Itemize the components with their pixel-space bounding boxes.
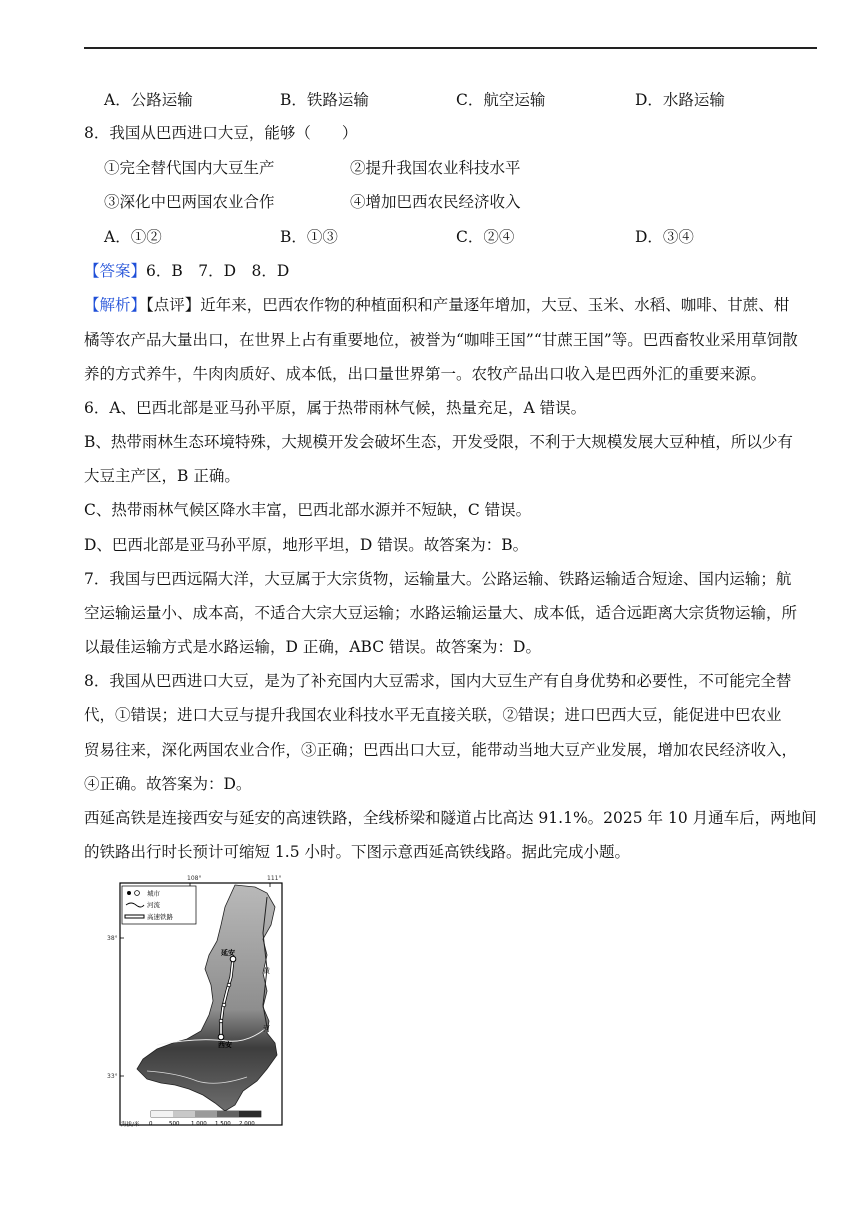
xiyan-railway-map: [107, 873, 285, 1129]
q8-option-d: D．③④: [635, 228, 694, 246]
intro-line-1: 西延高铁是连接西安与延安的高速铁路，全线桥梁和隧道占比高达 91.1%。2025 年 10 月通车后，两地间: [84, 809, 817, 827]
analysis-text-1: 【点评】近年来，巴西农作物的种植面积和产量逐年增加，大豆、玉米、水稻、咖啡、甘蔗、柑: [146, 296, 790, 314]
q7-option-b: B．铁路运输: [280, 91, 369, 109]
lon-label-108: 108°: [187, 875, 202, 882]
q8-line-3: 贸易往来，深化两国农业合作，③正确；巴西出口大豆，能带动当地大豆产业发展，增加农民经济收入，: [84, 741, 798, 759]
station-marker: [222, 1003, 226, 1007]
station-marker: [219, 1019, 223, 1023]
legend-city-dot: [127, 891, 131, 895]
q7-option-a: A．公路运输: [104, 91, 193, 109]
intro-line-2: 的铁路出行时长预计可缩短 1.5 小时。下图示意西延高铁线路。据此完成小题。: [84, 843, 631, 861]
q6-line-2: B、热带雨林生态环境特殊，大规模开发会破坏生态，开发受限，不利于大规模发展大豆种植，所以少有: [84, 433, 793, 451]
answer-line: [84, 261, 824, 281]
river-label-he: 河: [263, 1025, 270, 1033]
city-marker-xian: [218, 1034, 224, 1040]
scale-tick-2000: 2 000: [239, 1121, 255, 1127]
legend-railway-label: 高速铁路: [147, 913, 173, 921]
q7-line-2: 空运输运量小、成本高，不适合大宗大豆运输；水路运输运量大、成本低，适合远距离大宗货物运输，所: [84, 604, 798, 622]
map-legend: [122, 886, 196, 924]
scale-tick-0: 0: [149, 1121, 153, 1127]
legend-railway-symbol: [125, 915, 144, 918]
city-marker-yanan: [230, 956, 236, 962]
city-label-yanan: 延安: [221, 949, 235, 957]
analysis-tag: 【解析】: [84, 296, 147, 314]
q8-option-b: B．①③: [280, 228, 338, 246]
answer-text: 6．B 7．D 8．D: [146, 262, 290, 280]
q8-item-2: ②提升我国农业科技水平: [350, 159, 521, 177]
station-marker: [227, 983, 231, 987]
legend-river-label: 河流: [147, 901, 160, 909]
lon-label-111: 111°: [267, 875, 282, 882]
legend-city-circle: [135, 891, 140, 896]
q8-item-3: ③深化中巴两国农业合作: [104, 193, 275, 211]
lat-label-38: 38°: [107, 935, 118, 942]
analysis-line-1: [84, 295, 824, 315]
q7-line-1: 7．我国与巴西远隔大洋，大豆属于大宗货物，运输量大。公路运输、铁路运输适合短途、国内运输；航: [84, 570, 792, 588]
lat-label-33: 33°: [107, 1073, 118, 1080]
q8-line-2: 代，①错误；进口大豆与提升我国农业科技水平无直接关联，②错误；进口巴西大豆，能促进中巴农业: [84, 706, 782, 724]
q7-option-c: C．航空运输: [456, 91, 546, 109]
legend-city-label: 城市: [147, 889, 160, 898]
q6-line-5: D、巴西北部是亚马孙平原，地形平坦，D 错误。故答案为：B。: [84, 536, 529, 554]
city-label-xian: 西安: [218, 1041, 232, 1049]
header-rule: [84, 47, 817, 49]
q8-line-1: 8．我国从巴西进口大豆，是为了补充国内大豆需求，国内大豆生产有自身优势和必要性，不可能完全替: [84, 672, 792, 690]
scale-tick-500: 500: [169, 1121, 180, 1127]
q6-line-4: C、热带雨林气候区降水丰富，巴西北部水源并不短缺，C 错误。: [84, 501, 532, 519]
river-label-huang: 黄: [263, 967, 270, 975]
q8-option-a: A．①②: [104, 228, 162, 246]
q7-option-d: D．水路运输: [635, 91, 725, 109]
answer-tag: 【答案】: [84, 262, 147, 280]
q8-item-4: ④增加巴西农民经济收入: [350, 193, 521, 211]
scale-title: 海拔/米: [121, 1122, 140, 1128]
q6-line-1: 6．A、巴西北部是亚马孙平原，属于热带雨林气候，热量充足，A 错误。: [84, 399, 587, 417]
q8-stem: 8．我国从巴西进口大豆，能够（ ）: [84, 124, 358, 142]
analysis-line-3: 养的方式养牛，牛肉肉质好、成本低，出口量世界第一。农牧产品出口收入是巴西外汇的重要来源。: [84, 365, 767, 383]
scale-tick-1000: 1 000: [191, 1121, 207, 1127]
q8-line-4: ④正确。故答案为：D。: [84, 775, 252, 793]
q8-option-c: C．②④: [456, 228, 515, 246]
q7-line-3: 以最佳运输方式是水路运输，D 正确，ABC 错误。故答案为：D。: [84, 638, 541, 656]
scale-tick-1500: 1 500: [215, 1121, 231, 1127]
q6-line-3: 大豆主产区，B 正确。: [84, 467, 240, 485]
analysis-line-2: 橘等农产品大量出口，在世界上占有重要地位，被誉为“咖啡王国”“甘蔗王国”等。巴西畜牧业采用草饲散: [84, 331, 798, 349]
q8-item-1: ①完全替代国内大豆生产: [104, 159, 275, 177]
